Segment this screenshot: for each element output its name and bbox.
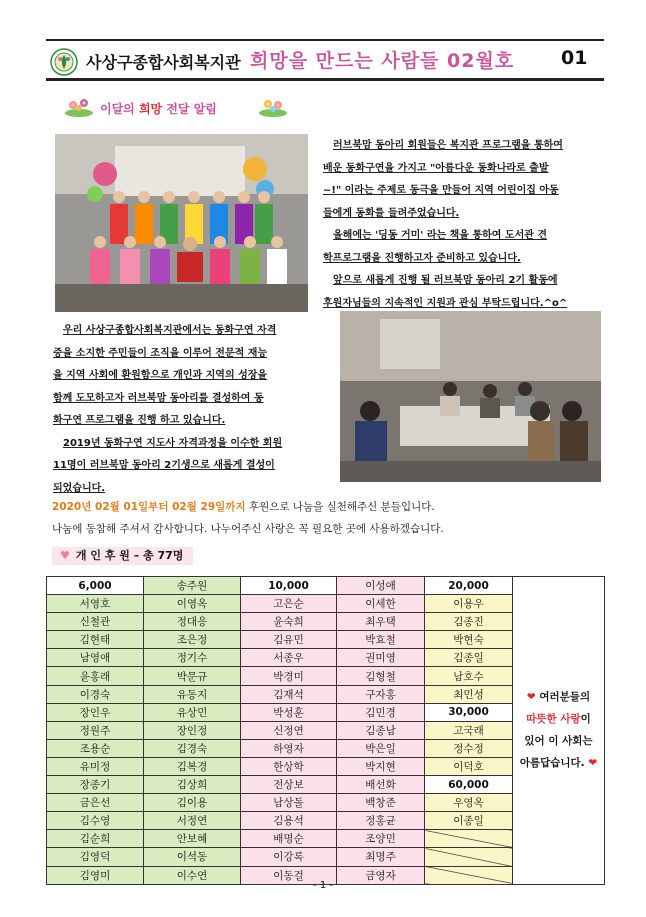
donor-name-cell: 이성애	[337, 577, 425, 595]
donor-name-cell: 박성훈	[241, 703, 337, 721]
donor-name-cell: 하영자	[241, 739, 337, 757]
donor-name-cell: 김유민	[241, 631, 337, 649]
donor-name-cell: 김현태	[47, 631, 144, 649]
heart-icon: ❤	[588, 757, 598, 770]
donor-name-cell: 김형철	[337, 667, 425, 685]
amount-cell: 10,000	[241, 577, 337, 595]
empty-cell	[425, 848, 513, 866]
donor-name-cell: 금은선	[47, 794, 144, 812]
table-row	[47, 577, 605, 595]
donor-name-cell: 우영옥	[425, 794, 513, 812]
donor-name-cell: 신철관	[47, 613, 144, 631]
donor-name-cell: 조은정	[144, 631, 241, 649]
paragraph-line: 되었습니다.	[53, 482, 106, 494]
paragraph-line: 함께 도모하고자 러브북맘 동아리를 결성하여 동	[53, 392, 264, 404]
donor-name-cell: 조양민	[337, 830, 425, 848]
donor-name-cell: 김영덕	[47, 848, 144, 866]
donor-name-cell: 남상돌	[241, 794, 337, 812]
paragraph-line: 화구연 프로그램을 진행 하고 있습니다.	[53, 415, 226, 426]
donor-name-cell: 남호수	[425, 667, 513, 685]
paragraph-line: 올해에는 '딩동 거미' 라는 책을 통하여 도서관 견	[333, 230, 548, 241]
paragraph-line: 학프로그램을 진행하고자 준비하고 있습니다.	[323, 252, 521, 264]
donor-name-cell: 구자홍	[337, 685, 425, 703]
paragraph-line: 11명이 러브북맘 동아리 2기생으로 새롭게 결성이	[53, 460, 275, 471]
flower-icon	[64, 96, 94, 118]
donor-name-cell: 이수연	[144, 866, 241, 884]
org-logo-icon	[50, 48, 78, 76]
donor-name-cell: 김용석	[241, 812, 337, 830]
donor-name-cell: 배선화	[337, 776, 425, 794]
donor-name-cell: 김재석	[241, 685, 337, 703]
donor-name-cell: 권미영	[337, 649, 425, 667]
paragraph-line: 증을 소지한 주민들이 조직을 이루어 전문적 재능	[53, 347, 268, 359]
donor-name-cell: 김영미	[47, 866, 144, 884]
donor-name-cell: 안보혜	[144, 830, 241, 848]
donor-name-cell: 김복경	[144, 757, 241, 775]
donor-name-cell: 정대응	[144, 613, 241, 631]
donor-name-cell: 백창준	[337, 794, 425, 812]
donor-name-cell: 전상보	[241, 776, 337, 794]
org-name: 사상구종합사회복지관	[86, 53, 241, 72]
donor-name-cell: 윤홍래	[47, 667, 144, 685]
donor-heading: ♥ 개 인 후 원 – 총 77명	[52, 547, 193, 565]
paragraph-line: 후원자님들의 지속적인 지원과 관심 부탁드립니다.^o^	[323, 297, 568, 309]
thanks-line-1: 2020년 02월 01일부터 02월 29일까지 후원으로 나눔을 실천해주신 분들입니다.	[52, 501, 435, 513]
donor-name-cell: 유동지	[144, 685, 241, 703]
donor-name-cell: 박현숙	[425, 631, 513, 649]
donor-name-cell: 서영호	[47, 595, 144, 613]
donor-name-cell: 김종진	[425, 613, 513, 631]
donor-name-cell: 조용순	[47, 739, 144, 757]
donor-name-cell: 박지현	[337, 757, 425, 775]
donor-name-cell: 고국래	[425, 721, 513, 739]
donor-name-cell: 최우택	[337, 613, 425, 631]
donor-name-cell: 김경숙	[144, 739, 241, 757]
section-title: 이달의 희망 전달 알림	[100, 102, 217, 116]
group-photo	[55, 134, 308, 312]
donor-name-cell: 김이용	[144, 794, 241, 812]
donor-name-cell: 김수영	[47, 812, 144, 830]
flower-icon	[258, 96, 288, 118]
donor-name-cell: 이경숙	[47, 685, 144, 703]
paragraph-line: 우리 사상구종합사회복지관에서는 동화구연 자격	[63, 325, 277, 336]
thanks-line-2: 나눔에 동참해 주셔서 감사합니다. 나누어주신 사랑은 꼭 필요한 곳에 사용하겠습니다.	[52, 523, 444, 535]
donor-name-cell: 금영자	[337, 866, 425, 884]
amount-cell: 60,000	[425, 776, 513, 794]
donor-name-cell: 최명주	[337, 848, 425, 866]
donor-name-cell: 고은순	[241, 595, 337, 613]
page-footer: - 1 -	[313, 880, 333, 891]
page-number: 01	[561, 47, 588, 69]
donor-name-cell: 장종기	[47, 776, 144, 794]
donor-name-cell: 정기수	[144, 649, 241, 667]
donor-name-cell: 남영애	[47, 649, 144, 667]
article-paragraph-1	[323, 135, 605, 315]
donor-name-cell: 이종일	[425, 812, 513, 830]
newsletter-title: 희망을 만드는 사람들 02월호	[250, 50, 515, 72]
paragraph-line: 을 지역 사회에 환원함으로 개인과 지역의 성장을	[53, 370, 268, 381]
paragraph-line: 앞으로 새롭게 진행 될 러브북맘 동아리 2기 활동에	[333, 275, 558, 286]
donor-name-cell: 정수정	[425, 739, 513, 757]
article-paragraph-2	[53, 320, 313, 500]
donor-name-cell: 이세한	[337, 595, 425, 613]
donor-name-cell: 이용우	[425, 595, 513, 613]
donor-name-cell: 정홍균	[337, 812, 425, 830]
header-top-rule	[46, 39, 604, 41]
donor-name-cell: 윤숙희	[241, 613, 337, 631]
donor-name-cell: 이석동	[144, 848, 241, 866]
paragraph-line: 배운 동화구연을 가지고 "아름다운 동화나라로 출발	[323, 162, 549, 174]
donor-name-cell: 박경미	[241, 667, 337, 685]
header-bottom-rule	[46, 78, 604, 81]
donor-name-cell: 김상희	[144, 776, 241, 794]
donor-name-cell: 서정연	[144, 812, 241, 830]
donor-name-cell: 이덕호	[425, 757, 513, 775]
donor-name-cell: 서종우	[241, 649, 337, 667]
donor-name-cell: 장인우	[47, 703, 144, 721]
paragraph-line: ~!" 이라는 주제로 동극을 만들어 지역 어린이집 아동	[323, 185, 559, 196]
donor-name-cell: 이동걸	[241, 866, 337, 884]
empty-cell	[425, 830, 513, 848]
donor-name-cell: 이강록	[241, 848, 337, 866]
donor-name-cell: 신정연	[241, 721, 337, 739]
donor-name-cell: 유미정	[47, 757, 144, 775]
amount-cell: 30,000	[425, 703, 513, 721]
donor-name-cell: 박문규	[144, 667, 241, 685]
donor-name-cell: 박은일	[337, 739, 425, 757]
donor-table	[46, 576, 605, 885]
donor-name-cell: 한상학	[241, 757, 337, 775]
amount-cell: 20,000	[425, 577, 513, 595]
donor-name-cell: 송주원	[144, 577, 241, 595]
donor-name-cell: 김민경	[337, 703, 425, 721]
donor-name-cell: 박효철	[337, 631, 425, 649]
paragraph-line: 러브북맘 동아리 회원들은 복지관 프로그램을 통하여	[333, 140, 563, 151]
donor-name-cell: 최민성	[425, 685, 513, 703]
donor-name-cell: 김종남	[337, 721, 425, 739]
thanks-side-note: ❤ 여러분들의 따뜻한 사랑이 있어 이 사회는 아름답습니다. ❤	[513, 577, 605, 885]
heart-icon: ❤	[526, 691, 536, 704]
paragraph-line: 2019년 동화구연 지도사 자격과정을 이수한 회원	[63, 437, 283, 449]
donor-name-cell: 정원주	[47, 721, 144, 739]
donor-name-cell: 유상민	[144, 703, 241, 721]
donor-name-cell: 김종일	[425, 649, 513, 667]
paragraph-line: 들에게 동화를 들려주었습니다.	[323, 207, 460, 219]
donor-name-cell: 이영옥	[144, 595, 241, 613]
meeting-photo	[340, 311, 601, 482]
donor-name-cell: 김순희	[47, 830, 144, 848]
heart-icon: ♥	[60, 549, 70, 562]
donor-name-cell: 배명순	[241, 830, 337, 848]
amount-cell: 6,000	[47, 577, 144, 595]
donor-name-cell: 장인정	[144, 721, 241, 739]
